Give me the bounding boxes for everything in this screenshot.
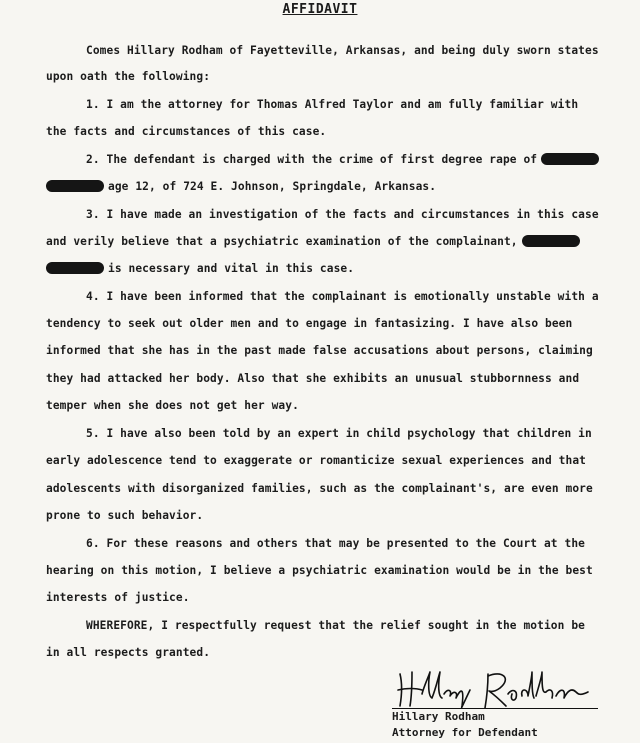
text-line: early adolescence tend to exaggerate or romanticize sexual experiences and that (46, 454, 586, 467)
text-line: adolescents with disorganized families, such as the complainant's, are even more (46, 482, 593, 495)
text-line: prone to such behavior. (46, 509, 204, 522)
handwritten-signature (392, 668, 622, 712)
signer-role: Attorney for Defendant (392, 726, 538, 739)
redaction-mark (522, 235, 580, 247)
text-line: 3. I have made an investigation of the facts and circumstances in this case (86, 208, 599, 221)
text-line: they had attacked her body. Also that she exhibits an unusual stubbornness and (46, 372, 580, 385)
text-line: 4. I have been informed that the complainant is emotionally unstable with a (86, 290, 599, 303)
redaction-mark (46, 180, 104, 192)
text-line: 1. I am the attorney for Thomas Alfred Taylor and am fully familiar with (86, 98, 579, 111)
text-line: tendency to seek out older men and to engage in fantasizing. I have also been (46, 317, 573, 330)
text-line: 2. The defendant is charged with the crime of first degree rape of (86, 153, 603, 166)
signature-line (392, 708, 598, 709)
text-line: 6. For these reasons and others that may be presented to the Court at the (86, 537, 585, 550)
text-line: age 12, of 724 E. Johnson, Springdale, Arkansas. (46, 180, 436, 193)
text-line: WHEREFORE, I respectfully request that the relief sought in the motion be (86, 619, 585, 632)
signature-block (392, 668, 622, 738)
text-line: hearing on this motion, I believe a psychiatric examination would be in the best (46, 564, 593, 577)
document-title: AFFIDAVIT (282, 2, 358, 17)
text-line: upon oath the following: (46, 70, 211, 83)
text-line: interests of justice. (46, 591, 190, 604)
redaction-mark (541, 153, 599, 165)
text-line: Comes Hillary Rodham of Fayetteville, Arkansas, and being duly sworn states (86, 44, 599, 57)
signer-name: Hillary Rodham (392, 710, 485, 723)
text-line: informed that she has in the past made false accusations about persons, claiming (46, 344, 593, 357)
text-line: is necessary and vital in this case. (46, 262, 354, 275)
text-line: 5. I have also been told by an expert in child psychology that children in (86, 427, 592, 440)
text-line: in all respects granted. (46, 646, 211, 659)
text-line: and verily believe that a psychiatric examination of the complainant, (46, 235, 584, 248)
redaction-mark (46, 262, 104, 274)
text-line: temper when she does not get her way. (46, 399, 299, 412)
text-line: the facts and circumstances of this case. (46, 125, 327, 138)
